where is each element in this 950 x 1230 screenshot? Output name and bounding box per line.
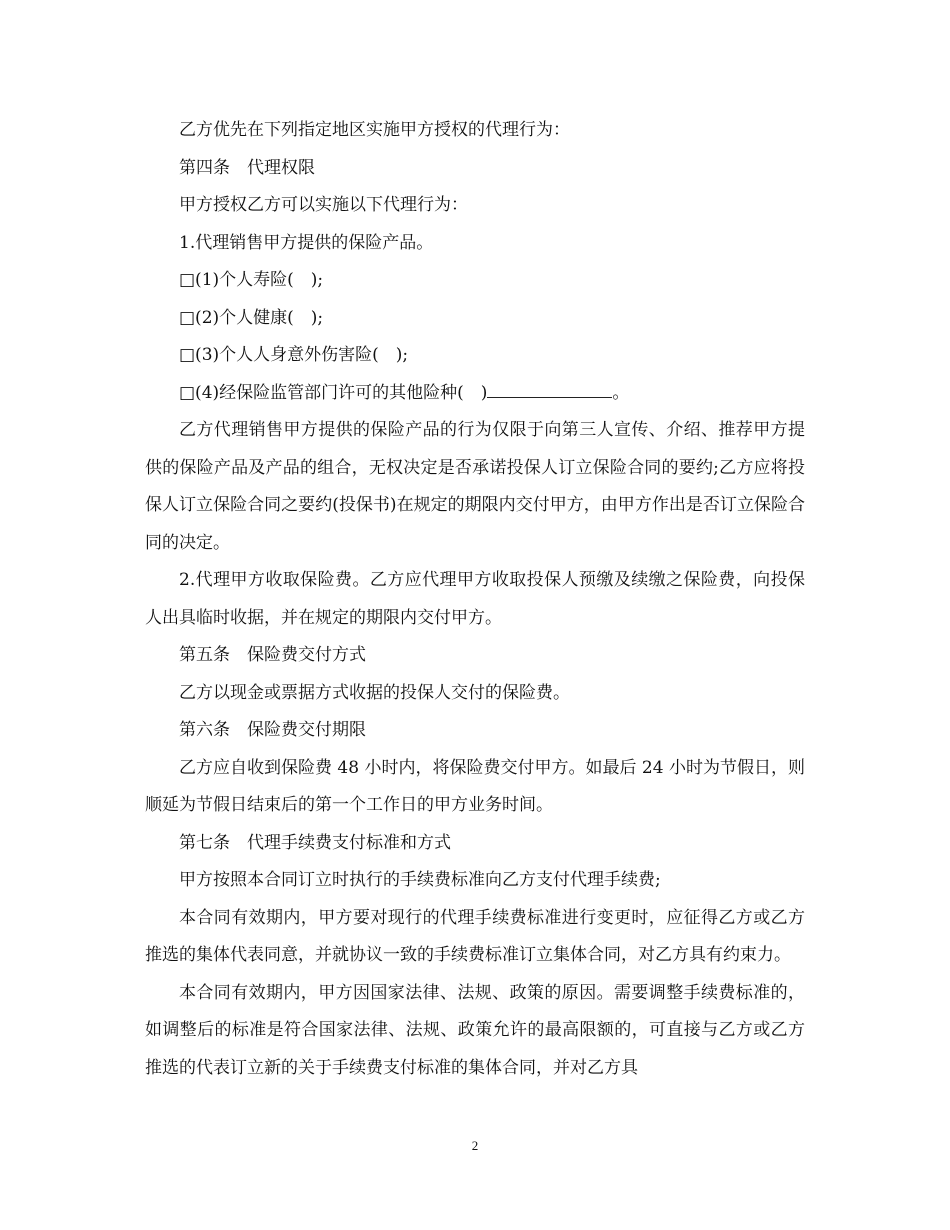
fill-in-blank [487, 379, 612, 398]
paragraph-sales-scope: 乙方代理销售甲方提供的保险产品的行为仅限于向第三人宣传、介绍、推荐甲方提供的保险产品及产品的组合，无权决定是否承诺投保人订立保险合同的要约;乙方应将投保人订立保险合同之要约(投保书)在规定的期限内交付甲方，由甲方作出是否订立保险合同的决定。 [145, 420, 805, 553]
option-other-insurance-text: □(4)经保险监管部门许可的其他险种( ) [179, 382, 488, 403]
option-accident-insurance: □(3)个人人身意外伤害险( ); [179, 345, 409, 365]
paragraph-payment-method: 乙方以现金或票据方式收据的投保人交付的保险费。 [179, 682, 570, 703]
article-5-heading: 第五条 保险费交付方式 [179, 645, 366, 665]
paragraph-payment-deadline: 乙方应自收到保险费 48 小时内，将保险费交付甲方。如最后 24 小时为节假日，则顺延为节假日结束后的第一个工作日的甲方业务时间。 [145, 757, 805, 815]
article-4-heading: 第四条 代理权限 [179, 157, 315, 178]
paragraph-commission-change: 本合同有效期内，甲方要对现行的代理手续费标准进行变更时，应征得乙方或乙方推选的集体代表同意，并就协议一致的手续费标准订立集体合同，对乙方具有约束力。 [145, 907, 805, 965]
item-1-sales: 1.代理销售甲方提供的保险产品。 [179, 232, 434, 253]
paragraph-commission-standard: 甲方按照本合同订立时执行的手续费标准向乙方支付代理手续费; [179, 870, 661, 890]
paragraph-designated-area: 乙方优先在下列指定地区实施甲方授权的代理行为： [179, 120, 570, 140]
option-other-insurance-end: 。 [612, 382, 630, 403]
page-body [145, 112, 805, 1087]
option-life-insurance: □(1)个人寿险( ); [179, 270, 324, 290]
article-6-heading: 第六条 保险费交付期限 [179, 720, 366, 740]
item-2-premium-collection: 2.代理甲方收取保险费。乙方应代理甲方收取投保人预缴及续缴之保险费，向投保人出具临时收据，并在规定的期限内交付甲方。 [145, 570, 805, 628]
option-health-insurance: □(2)个人健康( ); [179, 307, 324, 328]
page-number: 2 [471, 1138, 479, 1153]
article-7-heading: 第七条 代理手续费支付标准和方式 [179, 832, 451, 853]
paragraph-commission-adjustment: 本合同有效期内，甲方因国家法律、法规、政策的原因。需要调整手续费标准的，如调整后的标准是符合国家法律、法规、政策允许的最高限额的，可直接与乙方或乙方推选的代表订立新的关于手续费支付标准的集体合同，并对乙方具 [145, 982, 805, 1078]
paragraph-authorization: 甲方授权乙方可以实施以下代理行为： [179, 195, 468, 215]
option-other-insurance [145, 375, 805, 413]
